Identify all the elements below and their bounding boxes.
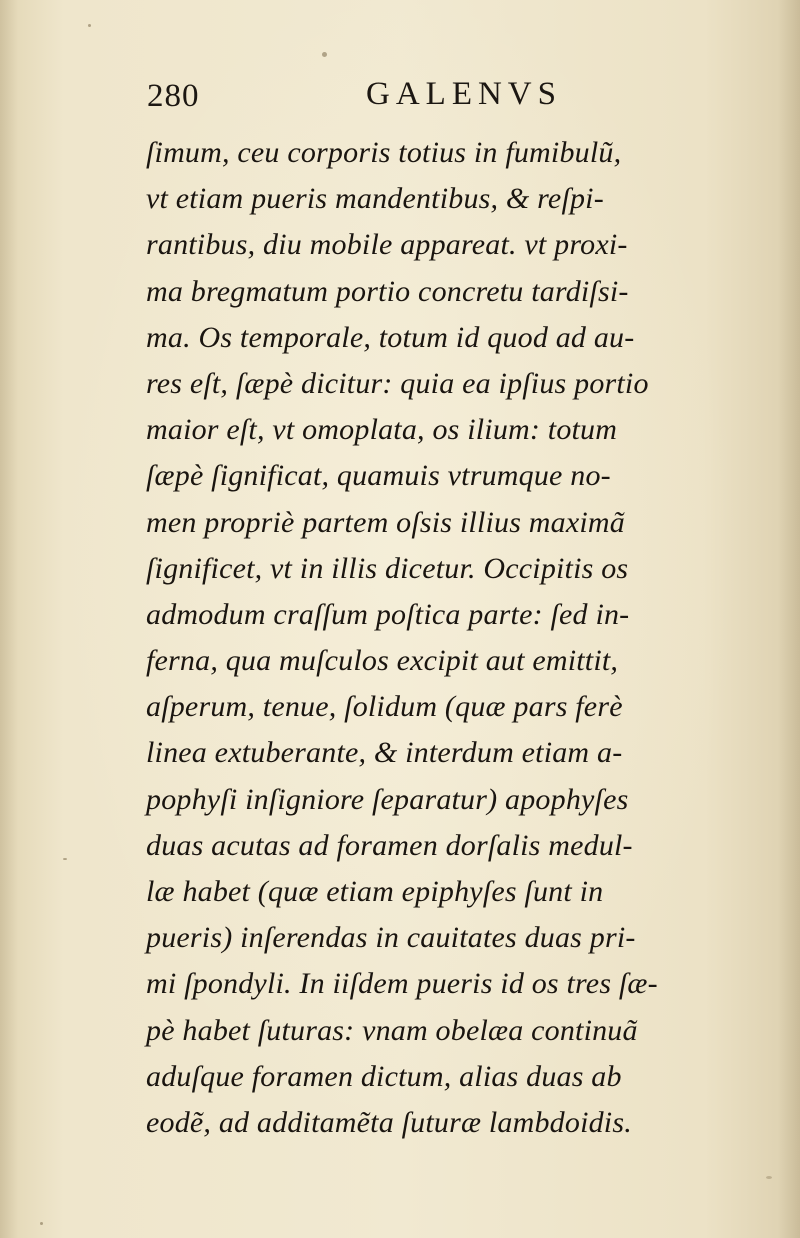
text-line: linea extuberante, & interdum etiam a-	[146, 736, 623, 770]
text-line: pueris) inſerendas in cauitates duas pri-	[146, 921, 636, 955]
text-line: læ habet (quæ etiam epiphyſes ſunt in	[146, 875, 604, 908]
page-left-shadow	[0, 0, 18, 1238]
text-line: pè habet ſuturas: vnam obelæa continuã	[146, 1013, 638, 1047]
text-line: ma. Os temporale, totum id quod ad au-	[146, 320, 635, 354]
page-number: 280	[147, 78, 200, 114]
text-line: mi ſpondyli. In iiſdem pueris id os tres ſæ-	[146, 967, 658, 1001]
text-line: rantibus, diu mobile appareat. vt proxi-	[146, 228, 628, 262]
page-right-shadow	[778, 0, 800, 1238]
text-line: men propriè partem oſsis illius maximã	[146, 505, 625, 539]
text-line: maior eſt, vt omoplata, os ilium: totum	[146, 413, 618, 447]
text-line: ſignificet, vt in illis dicetur. Occipitis os	[146, 551, 629, 585]
paper-speck	[766, 1176, 772, 1179]
paper-speck	[322, 52, 327, 57]
text-line: aſperum, tenue, ſolidum (quæ pars ferè	[146, 690, 623, 724]
body-text	[146, 130, 746, 1146]
paper-speck	[63, 858, 67, 860]
running-head: GALENVS	[366, 76, 562, 112]
text-line: ſimum, ceu corporis totius in fumibulũ,	[146, 136, 622, 169]
paper-speck	[40, 1222, 43, 1225]
text-line: aduſque foramen dictum, alias duas ab	[146, 1059, 622, 1093]
text-line: res eſt, ſæpè dicitur: quia ea ipſius portio	[146, 366, 649, 400]
paper-speck	[88, 24, 91, 27]
text-line: eodẽ, ad additamẽta ſuturæ lambdoidis.	[146, 1105, 632, 1139]
text-line: ſæpè ſignificat, quamuis vtrumque no-	[146, 459, 611, 493]
text-line: pophyſi inſigniore ſeparatur) apophyſes	[146, 782, 629, 816]
text-line: ferna, qua muſculos excipit aut emittit,	[146, 644, 619, 678]
text-line: duas acutas ad foramen dorſalis medul-	[146, 828, 633, 862]
text-line: admodum craſſum poſtica parte: ſed in-	[146, 597, 630, 631]
text-line: ma bregmatum portio concretu tardiſsi-	[146, 274, 629, 308]
text-line: vt etiam pueris mandentibus, & reſpi-	[146, 182, 604, 216]
